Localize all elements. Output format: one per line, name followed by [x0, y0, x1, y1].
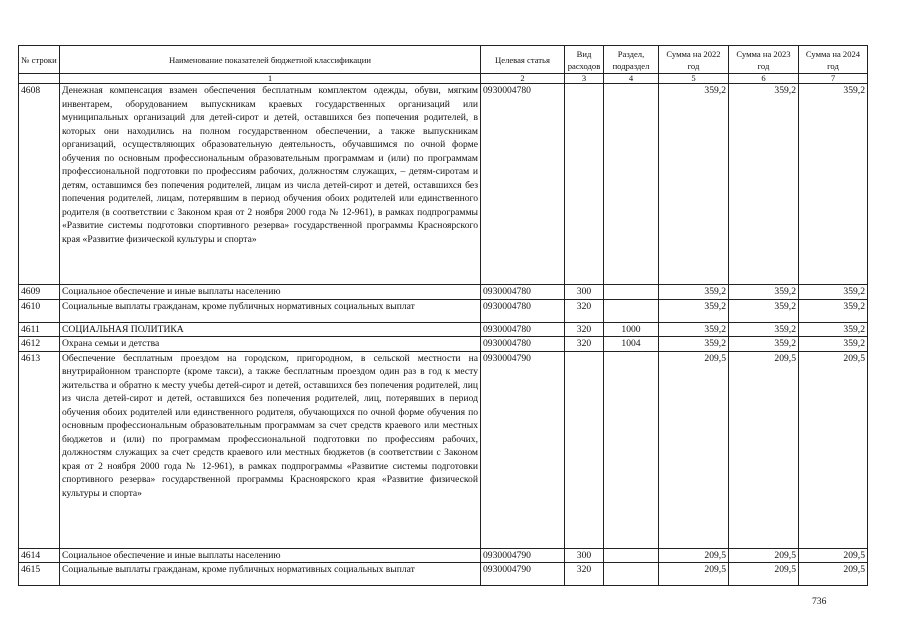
header-sum-2023: Сумма на 2023 год — [729, 46, 799, 74]
table-row — [19, 285, 868, 300]
row-kind — [565, 351, 604, 548]
row-kind: 320 — [565, 337, 604, 352]
row-kind: 320 — [565, 299, 604, 322]
row-section — [604, 299, 659, 322]
row-sum-2022: 209,5 — [659, 548, 729, 563]
row-number: 4608 — [19, 84, 60, 285]
row-name: Денежная компенсация взамен обеспечения бесплатным комплектом одежды, обуви, мягким инвентарем, оборудованием выпускникам краевых государственных организаций или муниципальных организаций для детей-сирот и детей, оставшихся без попечения родителей, в которых они находились на полном государственном обеспечении, а также выпускникам организаций, осуществляющих образовательную деятельность, обучавшимся по очной форме обучения по основным профессиональным образовательным программам и (или) по программам профессиональной подготовки по профессиям рабочих, должностям служащих, – детям-сиротам и детям, оставшимся без попечения родителей, лицам из числа детей-сирот и детей, оставшихся без попечения родителей, лицам, потерявшим в период обучения обоих родителей или единственного родителя (в соответствии с Законом края от 2 ноября 2000 года № 12-961), в рамках подпрограммы «Развитие системы подготовки спортивного резерва» государственной программы Красноярского края «Развитие физической культуры и спорта» — [60, 84, 481, 285]
column-number: 7 — [799, 74, 868, 84]
row-sum-2023: 359,2 — [729, 322, 799, 337]
row-section — [604, 351, 659, 548]
row-number: 4612 — [19, 337, 60, 352]
table-row — [19, 322, 868, 337]
budget-table — [18, 45, 868, 586]
row-target: 0930004780 — [481, 322, 565, 337]
row-target: 0930004780 — [481, 337, 565, 352]
column-number-row — [19, 74, 868, 84]
header-name: Наименование показателей бюджетной классификации — [60, 46, 481, 74]
row-sum-2022: 209,5 — [659, 563, 729, 586]
row-sum-2023: 209,5 — [729, 563, 799, 586]
row-sum-2024: 359,2 — [799, 285, 868, 300]
table-row — [19, 337, 868, 352]
row-sum-2022: 359,2 — [659, 299, 729, 322]
header-row — [19, 46, 868, 74]
row-target: 0930004780 — [481, 285, 565, 300]
row-sum-2023: 359,2 — [729, 285, 799, 300]
row-kind: 300 — [565, 548, 604, 563]
row-sum-2023: 359,2 — [729, 84, 799, 285]
row-target: 0930004790 — [481, 563, 565, 586]
row-kind — [565, 84, 604, 285]
row-number: 4610 — [19, 299, 60, 322]
row-name: Охрана семьи и детства — [60, 337, 481, 352]
row-target: 0930004780 — [481, 299, 565, 322]
column-number: 3 — [565, 74, 604, 84]
row-section — [604, 548, 659, 563]
row-name: Социальные выплаты гражданам, кроме публичных нормативных социальных выплат — [60, 299, 481, 322]
column-number: 1 — [60, 74, 481, 84]
row-target: 0930004790 — [481, 548, 565, 563]
table-row — [19, 299, 868, 322]
row-name: Социальное обеспечение и иные выплаты населению — [60, 285, 481, 300]
row-sum-2022: 359,2 — [659, 285, 729, 300]
row-kind: 320 — [565, 563, 604, 586]
row-number: 4615 — [19, 563, 60, 586]
row-number: 4611 — [19, 322, 60, 337]
row-name: СОЦИАЛЬНАЯ ПОЛИТИКА — [60, 322, 481, 337]
row-sum-2023: 359,2 — [729, 299, 799, 322]
row-sum-2023: 209,5 — [729, 351, 799, 548]
row-sum-2023: 359,2 — [729, 337, 799, 352]
row-sum-2024: 209,5 — [799, 351, 868, 548]
header-row-no: № строки — [19, 46, 60, 74]
header-sum-2022: Сумма на 2022 год — [659, 46, 729, 74]
column-number-blank — [19, 74, 60, 84]
row-kind: 320 — [565, 322, 604, 337]
row-sum-2022: 359,2 — [659, 84, 729, 285]
table-row — [19, 563, 868, 586]
page-number: 736 — [812, 596, 827, 607]
column-number: 2 — [481, 74, 565, 84]
row-sum-2022: 359,2 — [659, 322, 729, 337]
row-name: Обеспечение бесплатным проездом на городском, пригородном, в сельской местности на внутрирайонном транспорте (кроме такси), а также бесплатным проездом один раз в год к месту жительства и обратно к месту учебы детей-сирот и детей, оставшихся без попечения родителей, лиц из числа детей-сирот и детей, оставшихся без попечения родителей, лиц, потерявших в период обучения обоих родителей или единственного родителя, обучающихся по очной форме обучения по основным профессиональным образовательным программам за счет средств краевого или местных бюджетов и (или) по программам профессиональной подготовки по профессиям рабочих, должностям служащих за счет средств краевого или местных бюджетов (в соответствии с Законом края от 2 ноября 2000 года № 12-961), в рамках подпрограммы «Развитие системы подготовки спортивного резерва» государственной программы Красноярского края «Развитие физической культуры и спорта» — [60, 351, 481, 548]
header-sum-2024: Сумма на 2024 год — [799, 46, 868, 74]
row-section — [604, 84, 659, 285]
row-sum-2024: 359,2 — [799, 322, 868, 337]
row-sum-2024: 359,2 — [799, 84, 868, 285]
table-row — [19, 84, 868, 285]
row-number: 4614 — [19, 548, 60, 563]
row-kind: 300 — [565, 285, 604, 300]
table-row — [19, 351, 868, 548]
row-target: 0930004790 — [481, 351, 565, 548]
header-section: Раздел, подраздел — [604, 46, 659, 74]
row-name: Социальное обеспечение и иные выплаты населению — [60, 548, 481, 563]
column-number: 6 — [729, 74, 799, 84]
row-sum-2024: 209,5 — [799, 548, 868, 563]
column-number: 4 — [604, 74, 659, 84]
row-sum-2022: 209,5 — [659, 351, 729, 548]
row-number: 4613 — [19, 351, 60, 548]
row-sum-2023: 209,5 — [729, 548, 799, 563]
row-sum-2024: 359,2 — [799, 299, 868, 322]
column-number: 5 — [659, 74, 729, 84]
header-kind: Вид расходов — [565, 46, 604, 74]
row-number: 4609 — [19, 285, 60, 300]
row-section — [604, 563, 659, 586]
row-section: 1000 — [604, 322, 659, 337]
header-target: Целевая статья — [481, 46, 565, 74]
row-section: 1004 — [604, 337, 659, 352]
row-target: 0930004780 — [481, 84, 565, 285]
row-sum-2024: 209,5 — [799, 563, 868, 586]
table-row — [19, 548, 868, 563]
row-sum-2022: 359,2 — [659, 337, 729, 352]
row-section — [604, 285, 659, 300]
row-name: Социальные выплаты гражданам, кроме публичных нормативных социальных выплат — [60, 563, 481, 586]
row-sum-2024: 359,2 — [799, 337, 868, 352]
